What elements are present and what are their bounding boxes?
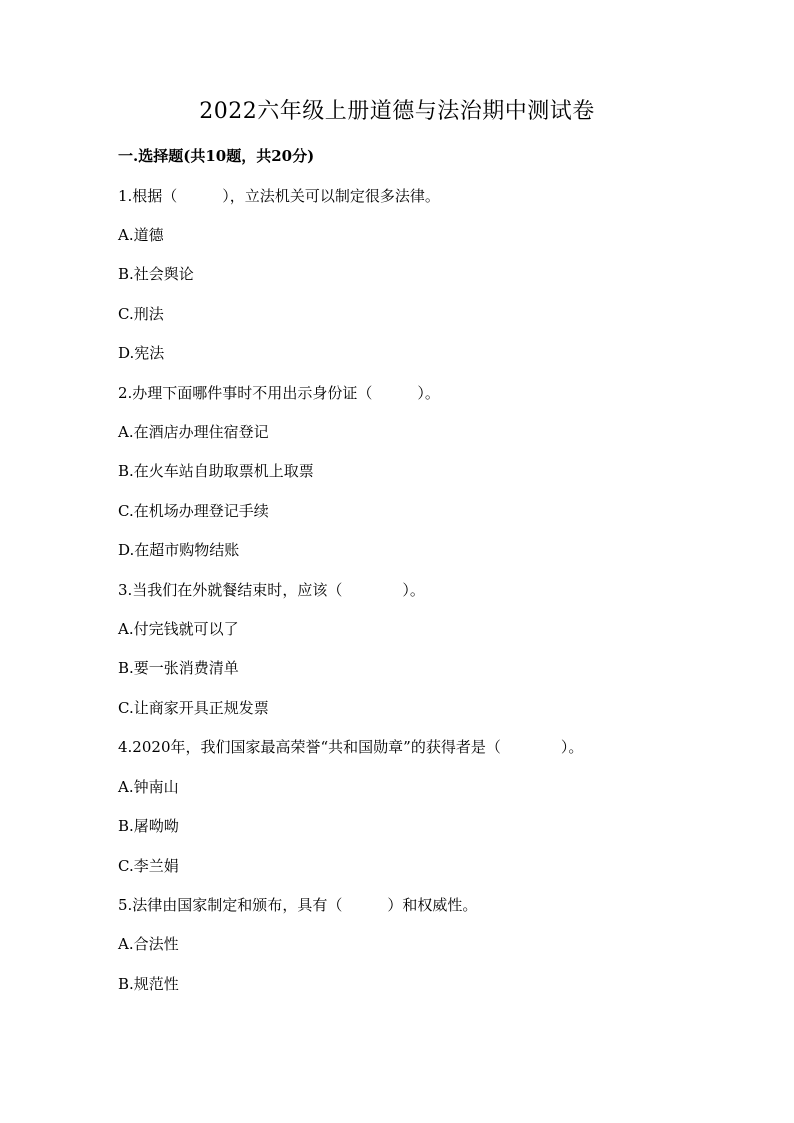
question-3-option-a: A.付完钱就可以了 <box>118 620 239 638</box>
question-2-option-a: A.在酒店办理住宿登记 <box>118 423 269 441</box>
section-heading: 一.选择题(共10题，共20分) <box>118 147 315 165</box>
question-5-option-b: B.规范性 <box>118 975 179 993</box>
page-title: 2022六年级上册道德与法治期中测试卷 <box>199 99 595 124</box>
question-4-option-b: B.屠呦呦 <box>118 817 179 835</box>
question-5: 5.法律由国家制定和颁布，具有（ ）和权威性。 <box>118 896 478 914</box>
question-2-option-c: C.在机场办理登记手续 <box>118 502 269 520</box>
question-3: 3.当我们在外就餐结束时，应该（ ）。 <box>118 581 425 599</box>
question-4: 4.2020年，我们国家最高荣誉“共和国勋章”的获得者是（ ）。 <box>118 738 584 756</box>
question-5-option-a: A.合法性 <box>118 935 179 953</box>
question-4-option-a: A.钟南山 <box>118 778 179 796</box>
question-2: 2.办理下面哪件事时不用出示身份证（ ）。 <box>118 384 440 402</box>
question-1-option-d: D.宪法 <box>118 344 165 362</box>
question-1-option-c: C.刑法 <box>118 305 164 323</box>
question-2-option-b: B.在火车站自助取票机上取票 <box>118 462 314 480</box>
question-3-option-b: B.要一张消费清单 <box>118 659 239 677</box>
question-1: 1.根据（ ），立法机关可以制定很多法律。 <box>118 187 440 205</box>
question-2-option-d: D.在超市购物结账 <box>118 541 240 559</box>
question-4-option-c: C.李兰娟 <box>118 857 179 875</box>
question-1-option-a: A.道德 <box>118 226 164 244</box>
question-1-option-b: B.社会舆论 <box>118 265 194 283</box>
question-3-option-c: C.让商家开具正规发票 <box>118 699 269 717</box>
